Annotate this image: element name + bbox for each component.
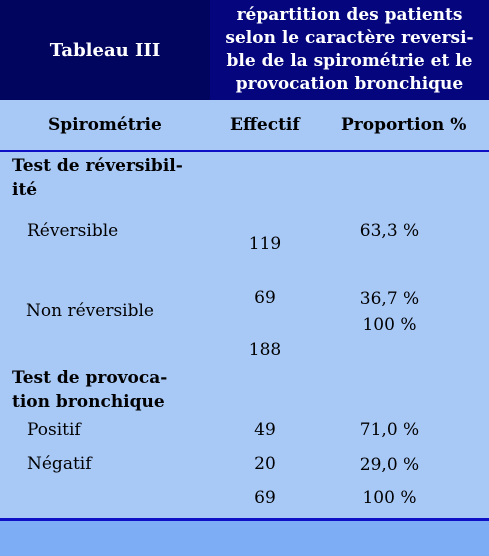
cell-effectif-non-reversible: 69 [254,288,276,308]
section-title-reversibilite-line2: ité [12,180,38,200]
section-title-reversibilite-line1: Test de réversibil- [12,156,183,176]
cell-proportion-total-provocation: 100 % [362,488,417,508]
cell-effectif-total-provocation: 69 [254,488,276,508]
cell-proportion-non-reversible: 36,7 % [359,289,420,309]
cell-effectif-total-reversibilite: 188 [248,340,282,360]
caption-line: ble de la spirométrie et le [226,51,473,71]
column-header-spirometrie: Spirométrie [48,115,162,135]
table-header [0,0,489,100]
cell-effectif-reversible: 119 [248,234,282,254]
table-footer [0,521,489,556]
table-caption [210,0,489,100]
row-label-reversible: Réversible [27,221,119,241]
cell-proportion-positif: 71,0 % [359,420,420,440]
row-label-non-reversible: Non réversible [26,301,154,321]
cell-proportion-negatif: 29,0 % [359,455,420,475]
cell-effectif-negatif: 20 [254,454,276,474]
section-title-provocation-line2: tion bronchique [12,392,165,412]
cell-effectif-positif: 49 [254,420,276,440]
row-label-positif: Positif [27,420,81,440]
column-header-row [0,100,489,150]
cell-proportion-reversible: 63,3 % [359,221,420,241]
caption-line: provocation bronchique [235,74,464,94]
section-title-provocation-line1: Test de provoca- [12,368,168,388]
caption-line: répartition des patients [236,5,463,25]
caption-line: selon le caractère reversi- [225,28,474,48]
row-label-negatif: Négatif [27,454,92,474]
column-header-effectif: Effectif [230,115,300,135]
cell-proportion-total-reversibilite: 100 % [362,315,417,335]
table-title: Tableau III [49,39,161,61]
column-header-proportion: Proportion % [341,115,467,135]
